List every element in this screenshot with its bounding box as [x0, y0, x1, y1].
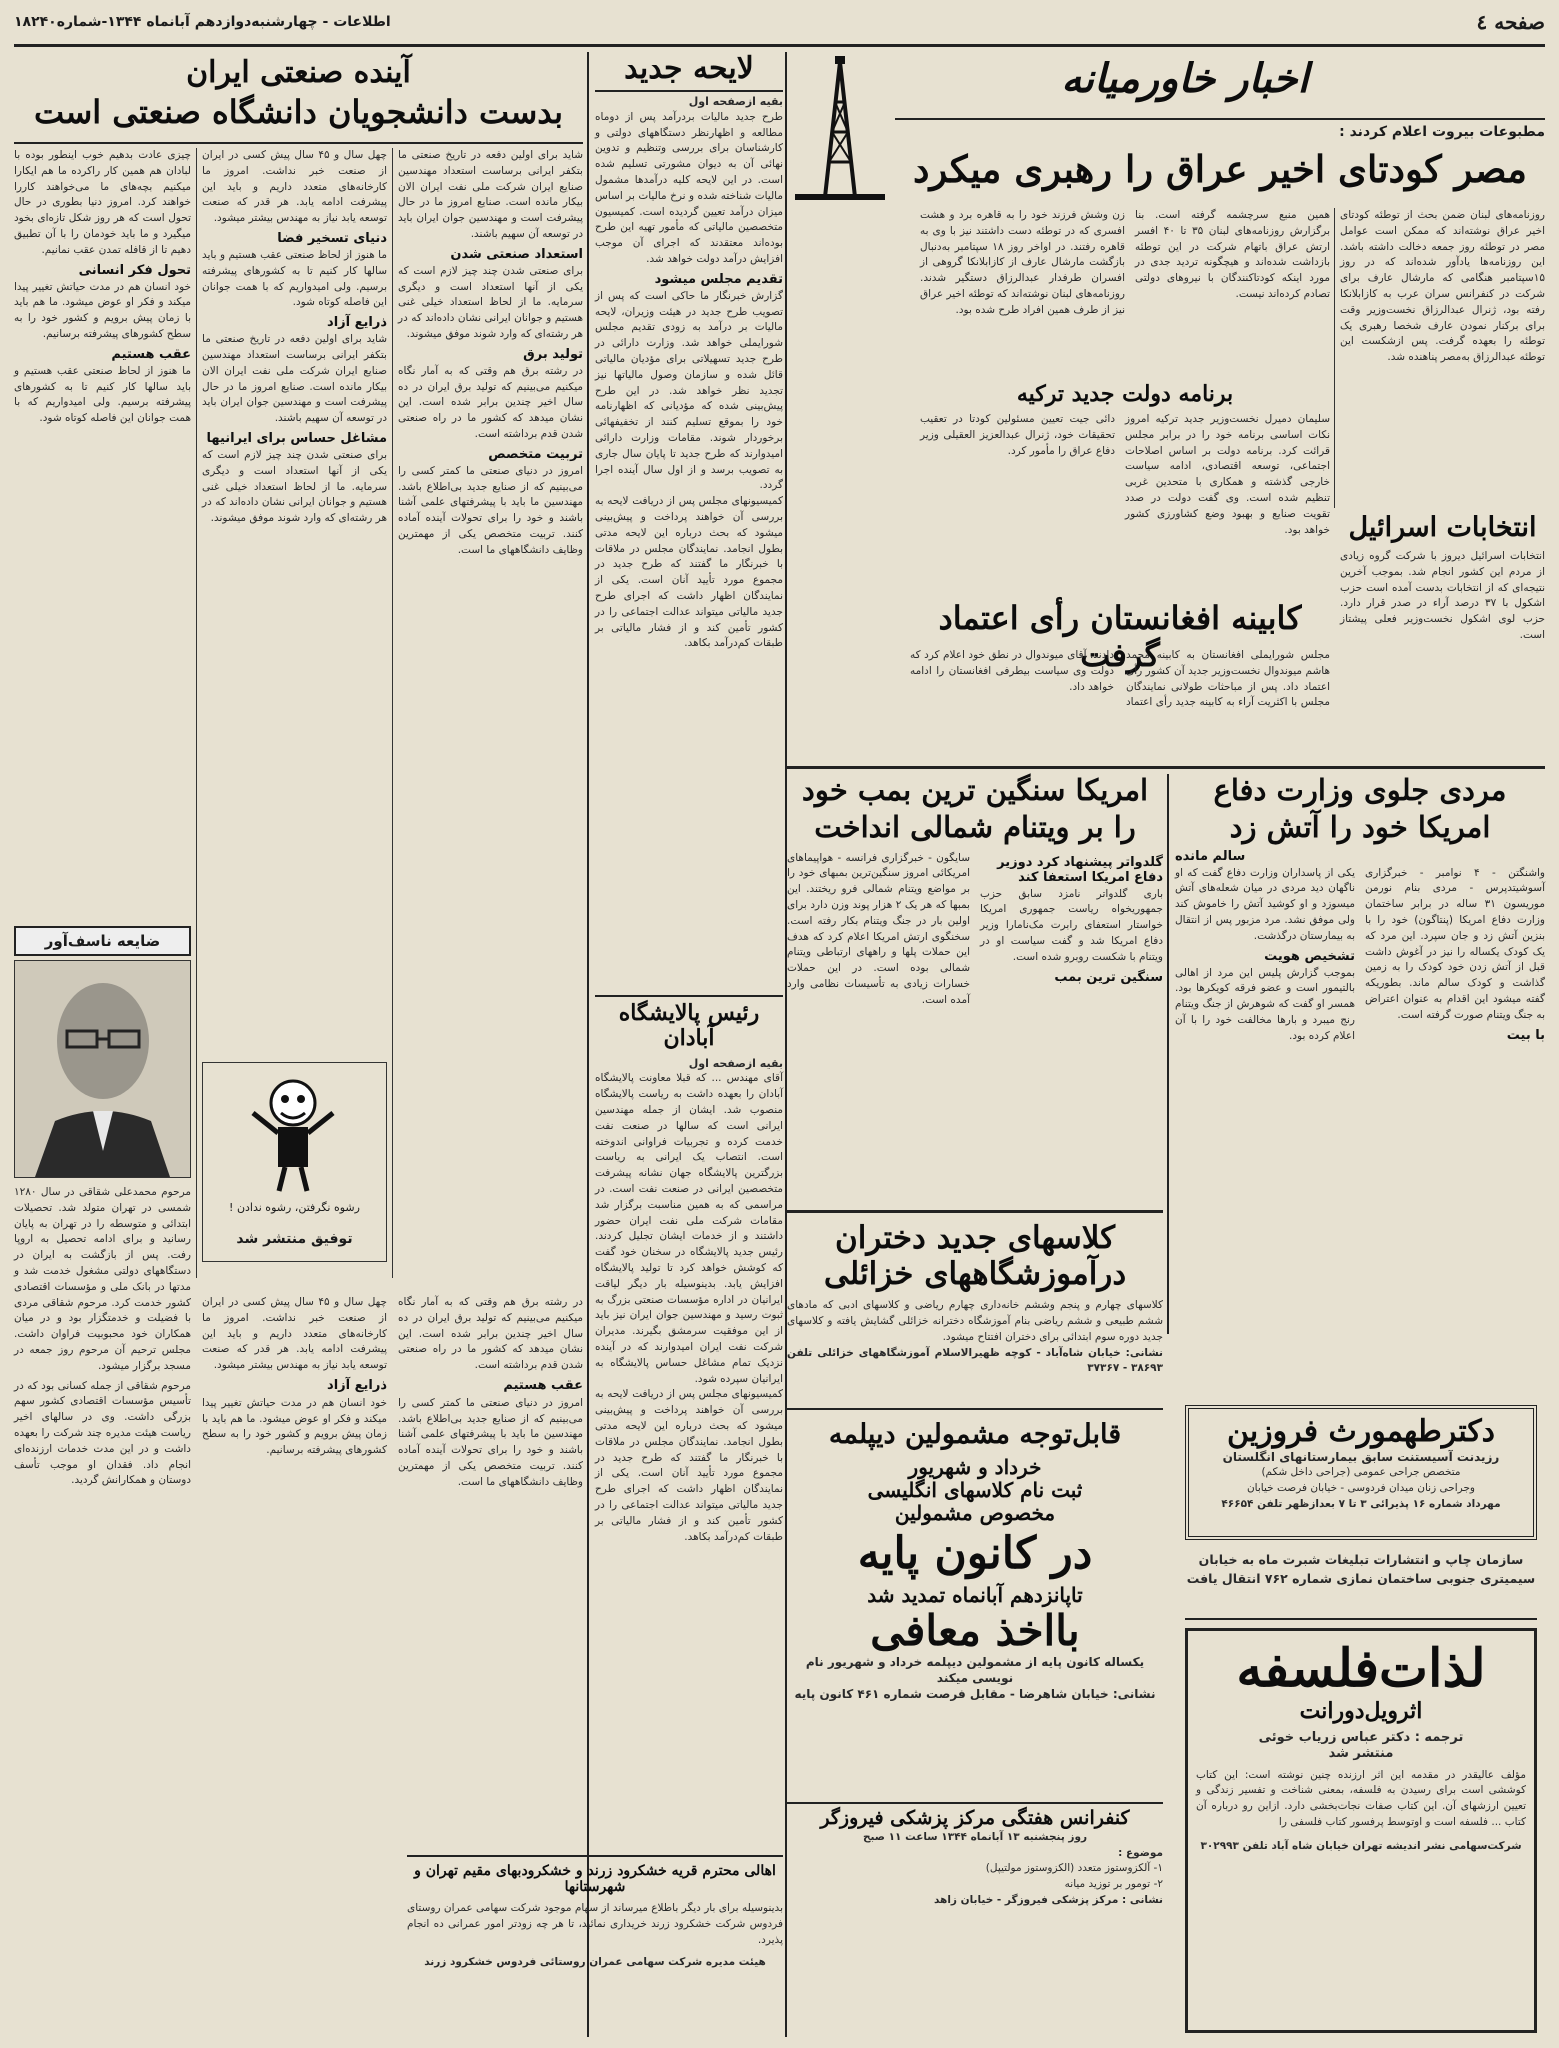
industry-sub-space: دنیای تسخیر فضا — [277, 230, 387, 246]
book-author: اثرویل‌دورانت — [1299, 1697, 1423, 1724]
book-ad — [1185, 1628, 1537, 2033]
cartoon-caption: رشوه نگرفتن، رشوه ندادن ! — [229, 1201, 360, 1214]
industry-col-a2: شاید برای اولین دفعه در تاریخ صنعتی ما بتکفر ایرانی برساست استعداد مهندسین صنایع ایران شرکت ملی نفت ایران الان بیکار مانده است. صنایع امروز ما در حال پیشرفت است و مهندسین جوان ایران باید در توسعه آن سهیم باشند. — [202, 333, 387, 425]
bill-text1: طرح جدید مالیات بردرآمد پس از دوماه مطالعه و اظهارنظر دستگاههای دولتی و کارشناسان برای بررسی وتنظیم و تدوین نهائی آن به دیوان مشورتی تسلیم شده است. در این لایحه کلیه درآمدها مشمول مالیات شناخته شده و نرخ مالیات بر اساس میزان درآمد تعیین گردیده است. کمیسیون متخصصین مالیاتی که مأمور تهیه این طرح بوده‌اند معتقدند که اجرای آن موجب افزایش درآمد دولت خواهد شد. — [595, 110, 783, 265]
cartoon-figure-icon — [243, 1073, 343, 1193]
conf-topic1: ۱- آلکزوستوز متعدد (الکزوستوز مولتیپل) — [985, 1862, 1163, 1875]
doctor-line4: مهرداد شماره ۱۶ پذیرائی ۳ تا ۷ بعدازظهر تلفن ۴۶۶۵۴ — [1221, 1497, 1501, 1510]
industry-col-c: برای صنعتی شدن چند چیز لازم است که یکی از آنها استعداد است و دیگری سرمایه. ما از لحاظ استعداد خیلی غنی هستیم و جوانان ایرانی نشان داده‌اند که در هر رشته‌ای که وارد شوند موفق میشوند. — [398, 264, 583, 340]
mideast-col2: همین منبع سرچشمه گرفته است. بنا برگزارش روزنامه‌های لبنان ۳۵ تا ۴۰ افسر ارتش عراق باتهام شرکت در این توطئه بازداشت شده‌اند و هیچگونه تردید جدی در مورد اینکه کودتاکنندگان با نیروهای دولتی تصادم کرده‌اند نیست. — [1135, 209, 1331, 300]
portrait-icon — [15, 961, 190, 1177]
bill-cont: بقیه ازصفحه اول — [688, 95, 783, 108]
industry-col-e: در رشته برق هم وقتی که به آمار نگاه میکنیم می‌بینیم که تولید برق ایران در ده سال اخیر چندین برابر شده است. این نشان میدهد که کشور ما در راه صنعتی شدن قدم برداشته است. — [398, 364, 583, 440]
oil-derrick-icon — [795, 52, 885, 202]
bombers-article — [787, 774, 1163, 1204]
industry-sub-industry: استعداد صنعتی شدن — [450, 246, 583, 262]
industry-col-g: چهل سال و ۴۵ سال پیش کسی در ایران از صنعت خبر نداشت. امروز ما کارخانه‌های متعدد داریم و باید این پیشرفت ادامه یابد. هر قدر که صنعت توسعه یابد نیاز به مهندس بیشتر میشود. — [202, 149, 387, 225]
page-number: صفحه ٤ — [1476, 10, 1545, 34]
industry-lower-2 — [202, 1295, 387, 2035]
mideast-col1: روزنامه‌های لبنان ضمن بحث از توطئه کودتای اخیر عراق نوشته‌اند که ممکن است عوامل مصر در توطئه روز جمعه دخالت داشته باشد. این روزنامه‌ها یادآور شده‌اند که در روز ۱۵سپتامبر هنگامی که مارشال عارف برای شرکت در کنفرانس سران عرب به کازابلانکا رفته بود، ژنرال عبدالرزاق نخست‌وزیر وقت برای برکنار نمودن عارف شخصا رهبری یک توطئه را بعهده گرفت. پس ازشکست این توطئه عبدالرزاق به‌مصر پناهنده شد. — [1340, 209, 1545, 364]
bombers-sub2: سنگین ترین بمب — [1054, 969, 1163, 985]
industry-col-f: امروز در دنیای صنعتی ما کمتر کسی را می‌بینیم که از صنایع جدید بی‌اطلاع باشد. مهندسین ما باید با پیشرفتهای علمی آشنا باشند و خود را برای تحولات آینده آماده کنند. تربیت متخصص یکی از مهمترین وظایف دانشگاههای ما است. — [398, 464, 583, 556]
bill-title: لایحه جدید — [624, 51, 754, 86]
doctor-ad — [1185, 1405, 1537, 1540]
conf-date: روز پنجشنبه ۱۳ آبانماه ۱۳۴۴ ساعت ۱۱ صبح — [862, 1830, 1088, 1843]
conf-title: کنفرانس هفتگی مرکز پزشکی فیروزگر — [820, 1807, 1130, 1829]
doctor-line1: رزیدنت آسیستنت سابق بیمارستانهای انگلستان — [1222, 1449, 1500, 1464]
village-sign: هیئت مدیره شرکت سهامی عمران روستائی فردوس خشکرود زرند — [424, 1955, 766, 1968]
source-line: مطبوعات بیروت اعلام کردند : — [1339, 124, 1545, 140]
diploma-line1: خرداد و شهریور — [908, 1455, 1042, 1480]
book-published: منتشر شد — [1328, 1745, 1394, 1761]
newspaper-page — [14, 10, 1545, 2038]
industry-lower-1-text2: امروز در دنیای صنعتی ما کمتر کسی را می‌بینیم که از صنایع جدید بی‌اطلاع باشد. مهندسین ما باید با پیشرفتهای علمی آشنا باشند و خود را برای تحولات آینده آماده کنند. تربیت متخصص یکی از مهمترین وظایف دانشگاههای ما است. — [398, 1396, 583, 1488]
conf-topic2: ۲- تومور بر توزید میانه — [1064, 1878, 1163, 1891]
bill-text3: کمیسیونهای مجلس پس از دریافت لایحه به بررسی آن خواهند پرداخت و پیش‌بینی میشود که بحث درباره این لایحه مدتی بطول انجامد. نمایندگان مجلس در ملاقات با خبرنگار ما گفتند که طرح جدید در مجموع مورد تأیید آنان است. یکی از نمایندگان اظهار داشت که اجرای طرح جدید مالیاتی میتواند عدالت اجتماعی را در کشور تأمین کند و از فشار مالیاتی بر طبقات کم‌درآمد بکاهد. — [595, 495, 783, 650]
diploma-line8: نشانی: خیابان شاهرضا - مقابل فرصت شماره ۴۶۱ کانون پایه — [794, 1686, 1156, 1701]
industry-lower-2-text2: خود انسان هم در مدت حیاتش تغییر پیدا میکند و فکر او عوض میشود. ما هم باید با زمان پیش برویم و کشور خود را به سطح کشورهای پیشرفته برسانیم. — [202, 1396, 387, 1457]
industry-col-h2: ما هنوز از لحاظ صنعتی عقب هستیم و باید سالها کار کنیم تا به کشورهای پیشرفته برسیم. ولی امیدواریم که با همت جوانان این فاصله کوتاه شود. — [14, 364, 191, 425]
issue-line: اطلاعات - چهارشنبه‌دوازدهم آبانماه ۱۳۴۴-شماره۱۸۲۴۰ — [14, 14, 391, 30]
conference-ad — [787, 1802, 1163, 1932]
conf-topic-label: موضوع : — [1118, 1846, 1163, 1859]
industry-sub-honest: مشاغل حساس برای ایرانیها — [206, 430, 387, 446]
industry-col-c2: برای صنعتی شدن چند چیز لازم است که یکی از آنها استعداد است و دیگری سرمایه. ما از لحاظ استعداد خیلی غنی هستیم و جوانان ایرانی نشان داده‌اند که در هر رشته‌ای که وارد شوند موفق میشوند. — [202, 448, 387, 525]
bill-text2: گزارش خبرنگار ما حاکی است که پس از تصویب طرح جدید در هیئت وزیران، لایحه مالیات بر درآمد به زودی تقدیم مجلس شورایملی خواهد شد. وزارت دارائی در طرح جدید تسهیلاتی برای مؤدیان مالیاتی قائل شده و سازمان وصول مالیاتها نیز تجدید نظر خواهد شد. در این طرح پیش‌بینی شده که مؤدیانی که اظهارنامه خود را بموقع تسلیم کنند از تخفیفهائی برخوردار شوند. مقامات وزارت دارائی امیدوارند که طرح جدید تا پایان سال جاری به تصویب برسد و از اول سال آینده اجرا گردد. — [595, 289, 783, 492]
abadan-title2: آبادان — [663, 1025, 715, 1052]
obituary-body: مرحوم محمدعلی شقاقی در سال ۱۲۸۰ شمسی در تهران متولد شد. تحصیلات ابتدائی و متوسطه را در تهران به پایان رسانید و برای ادامه تحصیل به اروپا رفت. پس از بازگشت به ایران در دستگاههای دولتی مشغول خدمت شد و مدتها در بانک ملی و مؤسسات اقتصادی کشور خدمت کرد. مرحوم شقاقی مردی با فضیلت و خدمتگزار بود و در میان همکاران خود محبوبیت فراوان داشت. مجلس ترحیم آن مرحوم روز جمعه در مسجد برگزار میشود. — [14, 1186, 191, 1372]
turkey-text: سلیمان دمیرل نخست‌وزیر جدید ترکیه امروز نکات اساسی برنامه خود را در برابر مجلس قرائت کرد. برنامه دولت بر اساس اصلاحات اجتماعی، توسعه اقتصادی، ادامه سیاست خارجی گذشته و همکاری با متحدین غربی تنظیم شده است. وی گفت دولت در صدد تقویت صنایع و بهبود وضع کشاورزی کشور خواهد بود. — [1125, 413, 1330, 536]
abadan-cont: بقیه ازصفحه اول — [688, 1056, 783, 1070]
america-sub3: تشخیص هویت — [1264, 948, 1355, 964]
america-text3: بموجب گزارش پلیس این مرد از اهالی بالتیمور است و عضو فرقه کویکرها بود. همسر او گفت که شوهرش از جنگ ویتنام رنج میبرد و بارها مخالفت خود را با آن اعلام کرده بود. — [1175, 966, 1355, 1042]
book-title: لذات‌فلسفه — [1236, 1638, 1486, 1699]
industry-col-b: چیزی عادت بدهیم خوب اینطور بوده با لبادان هم همین کار راکرده ما هم ایکارا میکنیم بچه‌های ما می‌خواهند کاررا خواهند کرد. امروز دنیا بطوری در حال تحول است که هر روز شکل تازه‌ای بخود میگیرد و ما باید خودمان را با آن تطبیق دهیم تا از قافله تمدن عقب نمانیم. — [14, 149, 191, 256]
industry-lower-1-text: در رشته برق هم وقتی که به آمار نگاه میکنیم می‌بینیم که تولید برق ایران در ده سال اخیر چندین برابر شده است. این نشان میدهد که کشور ما در راه صنعتی شدن قدم برداشته است. — [398, 1296, 583, 1372]
bombers-title2: را بر ویتنام شمالی انداخت — [814, 810, 1136, 845]
book-translator: ترجمه : دکتر عباس زریاب خوئی — [1258, 1730, 1464, 1746]
industry-col-d: خود انسان هم در مدت حیاتش تغییر پیدا میکند و فکر او عوض میشود. ما هم باید با زمان پیش برویم و کشور خود را به سطح کشورهای پیشرفته برسانیم. — [14, 280, 191, 340]
bombers-sub1: گلدواتر پیشنهاد کرد دوزیر دفاع امریکا استعفا کند — [997, 854, 1163, 885]
israel-text: انتخابات اسرائیل دیروز با شرکت گروه زیادی از مردم این کشور انجام شد. بموجب آخرین نتیجه‌ای که از انتخابات بدست آمده است حزب اشکول با ۳۷ درصد آراء در صدر قرار دارد. حزب لوی اشکول نخست‌وزیر فعلی پیشتاز است. — [1340, 550, 1545, 642]
diploma-line5: تاپانزدهم آبانماه تمدید شد — [867, 1582, 1083, 1607]
obituary-photo — [14, 960, 191, 1178]
girls-classes-ad — [787, 1210, 1163, 1410]
afghan-title: کابینه افغانستان رأی اعتماد گرفت — [938, 599, 1302, 674]
america-sub2: با بیت — [1506, 1027, 1545, 1043]
industry-lower-2-sub: ذرایع آزاد — [327, 1377, 387, 1393]
doctor-line2: متخصص جراحی عمومی (جراحی داخل شکم) — [1261, 1466, 1461, 1479]
doctor-line3: وجراحی زنان میدان فردوسی - خیابان فرصت خیابان — [1246, 1482, 1476, 1495]
mideast-section — [787, 52, 1545, 762]
abadan-text: آقای مهندس ... که قبلا معاونت پالایشگاه آبادان را بعهده داشت به ریاست پالایشگاه منصوب شد. ایشان از جمله مهندسین ایرانی است که سالها در صنعت نفت خدمت کرده و تجربیات فراوانی اندوخته است. انتصاب یک ایرانی به ریاست بزرگترین پالایشگاه جهان نشانه پیشرفت متخصصین ایرانی در صنعت نفت است. در مراسمی که به همین مناسبت برگزار شد مقامات شرکت ملی نفت ایران حضور داشتند و از خدمات ایشان تجلیل کردند. رئیس جدید پالایشگاه در سخنان خود گفت که کوشش خواهد کرد تا تولید پالایشگاه افزایش یابد. بدینوسیله بار دیگر لیاقت ایرانیان در اداره مؤسسات صنعتی بزرگ به ثبوت رسید و مهندسین جوان ایران نیز باید از این موفقیت سرمشق بگیرند. مدیران شرکت نفت ایران امیدوارند که در آینده نزدیک تمام مشاغل حساس پالایشگاه به ایرانیان سپرده شود. — [595, 1072, 783, 1385]
diploma-line6: بااخذ معافی — [870, 1605, 1080, 1655]
org-notice — [1185, 1550, 1537, 1620]
industry-lower-2-text: چهل سال و ۴۵ سال پیش کسی در ایران از صنعت خبر نداشت. امروز ما کارخانه‌های متعدد داریم و باید این پیشرفت ادامه یابد. هر قدر که صنعت توسعه یابد نیاز به مهندس بیشتر میشود. — [202, 1296, 387, 1372]
book-publisher: شرکت‌سهامی نشر اندیشه تهران خیابان شاه آباد تلفن ۳۰۲۹۹۳ — [1200, 1839, 1522, 1852]
book-text: مؤلف عالیقدر در مقدمه این اثر ارزنده چنین نوشته است: این کتاب کوششی است برای رسیدن به فلسفه، بمعنی شناخت و تفسیر زندگی و تعیین ارزشهای آن. این کتاب صفات نجات‌بخشی دارد. ازاین رو درباره آن کتاب ... فلسفه است و اوتوسط پرفسور کتاب فلسفی را — [1196, 1768, 1526, 1829]
america-sub: سالم مانده — [1175, 848, 1246, 864]
abadan-text-more: کمیسیونهای مجلس پس از دریافت لایحه به بررسی آن خواهند پرداخت و پیش‌بینی میشود که بحث درباره این لایحه مدتی بطول انجامد. نمایندگان مجلس در ملاقات با خبرنگار ما گفتند که طرح جدید در مجموع مورد تأیید آنان است. یکی از نمایندگان اظهار داشت که اجرای طرح جدید مالیاتی میتواند عدالت اجتماعی را در کشور تأمین کند و از فشار مالیاتی بر طبقات کم‌درآمد بکاهد. — [595, 1388, 783, 1543]
industry-lower-1-sub: عقب هستیم — [503, 1377, 583, 1393]
america-article — [1175, 774, 1545, 1314]
industry-sub-back: عقب هستیم — [111, 346, 191, 362]
new-bill-column — [595, 52, 783, 992]
america-text2: یکی از پاسداران وزارت دفاع گفت که او ناگهان دید مردی در میان شعله‌های آتش میسوزد و او کوشید آتش را خاموش کند ولی موفق نشد. مرد مزبور پس از انتقال به بیمارستان درگذشت. — [1175, 866, 1355, 942]
industry-col-h: ما هنوز از لحاظ صنعتی عقب هستیم و باید سالها کار کنیم تا به کشورهای پیشرفته برسیم. ولی امیدواریم که با همت جوانان این فاصله کوتاه شود. — [202, 248, 387, 309]
bill-sub1: تقدیم مجلس میشود — [654, 271, 783, 287]
abadan-title1: رئیس پالایشگاه — [618, 1000, 760, 1026]
bombers-text: سایگون - خبرگزاری فرانسه - هواپیماهای امریکائی امروز سنگین‌ترین بمبهای خود را بر مواضع ویتنام شمالی فرو ریختند. این بمبها که هر یک ۲ هزار پوند وزن دارد برای اولین بار در جنگ ویتنام بکار رفته است. سخنگوی ارتش امریکا اعلام کرد که هدف این حملات پلها و راههای ارتباطی ویتنام شمالی بوده است. در این حملات خسارات زیادی به تأسیسات نظامی وارد آمده است. — [787, 851, 970, 1006]
diploma-title: قابل‌توجه مشمولین دیپلمه — [828, 1419, 1122, 1450]
industry-sub-steel: تولید برق — [523, 346, 583, 362]
village-text: بدینوسیله برای بار دیگر باطلاع میرساند از سهام موجود شرکت سهامی عمران روستای فردوس شرکت خشکرود زرند خریداری نمائید، تا هر چه زودتر امور عمرانی ده انجام پذیرد. — [407, 1902, 783, 1946]
industry-sub-free: ذرایع آزاد — [327, 315, 387, 331]
org-text: سازمان چاپ و انتشارات تبلیغات شبرت ماه به خیابان سیمیتری جنوبی ساختمان نمازی شماره ۷۶۲ انتقال یافت — [1186, 1552, 1536, 1586]
mideast-col3: زن وشش فرزند خود را به قاهره برد و هشت افسری که در توطئه دست داشتند نیز با وی به قاهره رفتند. در اواخر روز ۱۸ سپتامبر به‌دنبال بازگشت مارشال عارف از کازابلانکا گروهی از افسران طرفدار عبدالرزاق دستگیر شدند. روزنامه‌های لبنان نوشته‌اند که توطئه اخیر عراق نیز از طرف همین افراد طرح شده بود. — [920, 209, 1125, 316]
bombers-text2: باری گلدواتر نامزد سابق حزب جمهوریخواه ریاست جمهوری امریکا خواستار استعفای رابرت مک‌نامارا وزیر دفاع امریکا شد و گفت سیاست او در ویتنام با شکست روبرو شده است. — [980, 887, 1163, 963]
industry-sub-expert: تربیت متخصص — [488, 446, 583, 462]
conf-address: نشانی : مرکز پزشکی فیروزگر - خیابان زاهد — [933, 1894, 1163, 1907]
industry-col-a: شاید برای اولین دفعه در تاریخ صنعتی ما بتکفر ایرانی برساست استعداد مهندسین صنایع ایران شرکت ملی نفت ایران الان بیکار مانده است. صنایع امروز ما در حال پیشرفت است و مهندسین جوان ایران باید در توسعه آن سهیم باشند. — [398, 149, 583, 240]
america-title2: امریکا خود را آتش زد — [1229, 810, 1491, 845]
diploma-line2: ثبت نام کلاسهای انگلیسی — [867, 1478, 1083, 1503]
diploma-line4: در کانون پایه — [857, 1528, 1093, 1580]
industry-sub-thought: تحول فکر انسانی — [78, 262, 191, 278]
turkey-title: برنامه دولت جدید ترکیه — [1016, 381, 1234, 407]
afghan-text: مجلس شورایملی افغانستان به کابینه محمد هاشم میوندوال نخست‌وزیر جدید آن کشور رأی اعتماد داد. پس از مباحثات طولانی نمایندگان مجلس با اکثریت آراء به کابینه جدید رأی اعتماد دادند. آقای میوندوال در نطق خود اعلام کرد که دولت وی سیاست بیطرفی افغانستان را ادامه خواهد داد. — [910, 649, 1330, 709]
girls-title2: درآموزشگاههای خزائلی — [823, 1255, 1127, 1292]
america-text: واشنگتن - ۴ نوامبر - خبرگزاری آسوشیتدپرس - مردی بنام نورمن موریسون ۳۱ ساله در برابر ساختمان وزارت دفاع امریکا (پنتاگون) خود را با بنزین آتش زد و جان سپرد. این مرد که یک کودک یکساله را نیز در آغوش داشت قبل از آتش زدن خود کودک را به زمین گذاشت و کودک سالم ماند. بطوریکه گفته میشود این اقدام به عنوان اعتراض به جنگ ویتنام صورت گرفته است. — [1365, 866, 1545, 1021]
girls-address: نشانی: خیابان شاه‌آباد - کوچه ظهیرالاسلام آموزشگاههای خزائلی تلفن ۳۸۶۹۳ - ۳۷۳۶۷ — [787, 1346, 1163, 1375]
village-title: اهالی محترم قریه خشکرود زرند و خشکرودبهای مقیم تهران و شهرستانها — [414, 1863, 776, 1896]
village-ad — [407, 1855, 783, 2035]
doctor-title: دکترطهمورث فروزین — [1226, 1414, 1496, 1449]
mideast-note: دائی جیت تعیین مسئولین کودتا در تعقیب تحقیقات خود، ژنرال عبدالعزیز العقیلی وزیر دفاع عراق را مأمور کرد. — [920, 413, 1115, 457]
cartoon-ad — [202, 1062, 387, 1262]
section-title: اخبار خاورمیانه — [1061, 55, 1309, 102]
diploma-line3: مخصوص مشمولین — [894, 1501, 1056, 1526]
industry-title1: آینده صنعتی ایران — [186, 55, 411, 90]
industry-title2: بدست دانشجویان دانشگاه صنعتی است — [34, 93, 563, 131]
obituary-title: ضایعه ناسف‌آور — [14, 926, 191, 956]
obituary-text — [14, 1185, 191, 2035]
israel-title: انتخابات اسرائیل — [1348, 512, 1537, 543]
headline: مصر کودتای اخیر عراق را رهبری میکرد — [913, 147, 1527, 191]
obituary-body-2: مرحوم شقاقی از جمله کسانی بود که در تأسیس مؤسسات اقتصادی کشور سهم بزرگی داشت. وی در سالهای اخیر ریاست هیئت مدیره چند شرکت را بعهده داشت و در این مدت خدمات ارزنده‌ای انجام داد. فقدان او موجب تأسف دوستان و همکارانش گردید. — [14, 1379, 191, 1487]
diploma-line7: یکساله کانون پایه از مشمولین دیپلمه خرداد و شهریور نام نویسی میکند — [805, 1654, 1145, 1685]
america-title1: مردی جلوی وزارت دفاع — [1213, 773, 1507, 807]
diploma-ad — [787, 1415, 1163, 1800]
girls-title1: کلاسهای جدید دختران — [835, 1220, 1115, 1256]
cartoon-sub: توفیق منتشر شد — [236, 1231, 353, 1247]
girls-text: کلاسهای چهارم و پنجم وششم خانه‌داری چهارم ریاضی و کلاسهای ادبی که مادهای ششم طبیعی و ششم ریاضی بنام آموزشگاه دخترانه خزائلی گشایش یافته و کلاسهای جدید دوره سوم ابتدائی برای دختران افتتاح میشود. — [787, 1299, 1163, 1343]
bombers-title1: امریکا سنگین ترین بمب خود — [801, 773, 1149, 807]
